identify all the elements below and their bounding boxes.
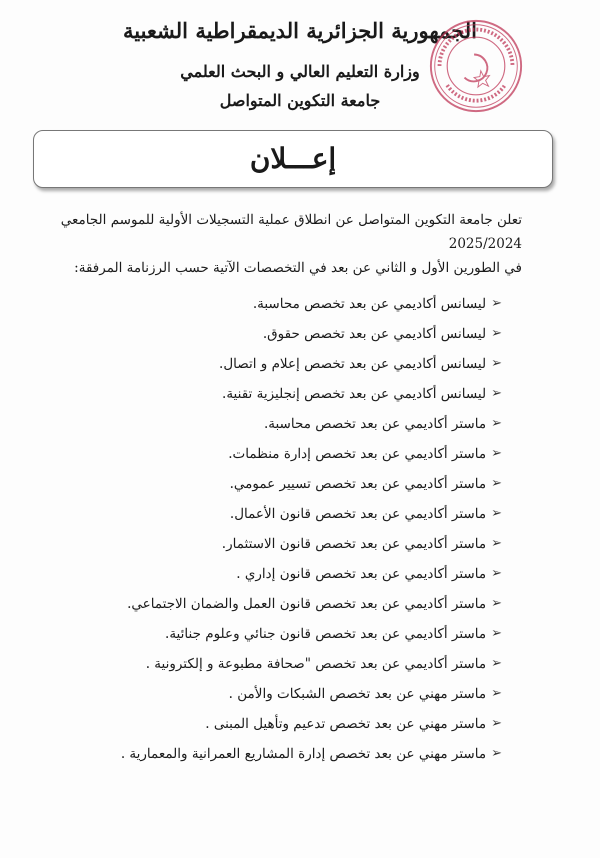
list-item [20, 324, 502, 354]
arrow-bullet-icon: ➢ [491, 716, 502, 731]
item-text: ليسانس أكاديمي عن بعد تخصص محاسبة. [252, 296, 487, 312]
ministry-heading: وزارة التعليم العالي و البحث العلمي [180, 62, 420, 81]
item-text: ماستر أكاديمي عن بعد تخصص تسيير عمومي. [229, 476, 487, 492]
arrow-bullet-icon: ➢ [491, 746, 502, 761]
arrow-bullet-icon: ➢ [491, 416, 502, 431]
item-text: ماستر أكاديمي عن بعد تخصص محاسبة. [263, 416, 487, 432]
arrow-bullet-icon: ➢ [491, 326, 502, 341]
item-text: ماستر أكاديمي عن بعد تخصص "صحافة مطبوعة و إلكترونية . [145, 656, 487, 672]
list-item [20, 714, 502, 744]
item-text: ماستر أكاديمي عن بعد تخصص قانون إداري . [236, 566, 487, 582]
arrow-bullet-icon: ➢ [491, 446, 502, 461]
arrow-bullet-icon: ➢ [491, 356, 502, 371]
item-text: ماستر أكاديمي عن بعد تخصص قانون العمل والضمان الاجتماعي. [127, 596, 487, 612]
list-item [20, 564, 502, 594]
arrow-bullet-icon: ➢ [491, 296, 502, 311]
list-item [20, 684, 502, 714]
list-item [20, 414, 502, 444]
list-item [20, 594, 502, 624]
arrow-bullet-icon: ➢ [491, 476, 502, 491]
list-item [20, 534, 502, 564]
list-item [20, 474, 502, 504]
intro-line-1: تعلن جامعة التكوين المتواصل عن انطلاق عملية التسجيلات الأولية للموسم الجامعي 2025/2024 [60, 212, 522, 252]
arrow-bullet-icon: ➢ [491, 626, 502, 641]
arrow-bullet-icon: ➢ [491, 596, 502, 611]
item-text: ماستر أكاديمي عن بعد تخصص قانون الأعمال. [229, 506, 487, 522]
list-item [20, 654, 502, 684]
university-heading: جامعة التكوين المتواصل [219, 91, 381, 110]
item-text: ماستر أكاديمي عن بعد تخصص قانون جنائي وعلوم جنائية. [165, 626, 487, 642]
item-text: ليسانس أكاديمي عن بعد تخصص إنجليزية تقنية. [222, 386, 487, 402]
list-item [20, 354, 502, 384]
item-text: ماستر أكاديمي عن بعد تخصص قانون الاستثمار. [221, 536, 487, 552]
list-item [20, 444, 502, 474]
title-box [33, 130, 553, 188]
arrow-bullet-icon: ➢ [491, 536, 502, 551]
arrow-bullet-icon: ➢ [491, 566, 502, 581]
arrow-bullet-icon: ➢ [491, 386, 502, 401]
specialty-list [20, 294, 502, 774]
country-heading: الجمهورية الجزائرية الديمقراطية الشعبية [122, 18, 477, 43]
item-text: ماستر مهني عن بعد تخصص الشبكات والأمن . [228, 686, 487, 702]
announcement-body [20, 208, 560, 774]
list-item [20, 504, 502, 534]
arrow-bullet-icon: ➢ [491, 506, 502, 521]
list-item [20, 624, 502, 654]
arrow-bullet-icon: ➢ [491, 686, 502, 701]
arrow-bullet-icon: ➢ [491, 656, 502, 671]
list-item [20, 744, 502, 774]
list-item [20, 294, 502, 324]
item-text: ليسانس أكاديمي عن بعد تخصص حقوق. [262, 326, 487, 342]
item-text: ماستر مهني عن بعد تخصص إدارة المشاريع العمرانية والمعمارية . [120, 746, 487, 762]
official-stamp-icon [428, 18, 524, 114]
item-text: ليسانس أكاديمي عن بعد تخصص إعلام و اتصال. [219, 356, 487, 372]
item-text: ماستر أكاديمي عن بعد تخصص إدارة منظمات. [228, 446, 487, 462]
announcement-title: إعـــلان [249, 142, 337, 175]
item-text: ماستر مهني عن بعد تخصص تدعيم وتأهيل المبنى . [205, 716, 487, 732]
intro-line-2: في الطورين الأول و الثاني عن بعد في التخصصات الآتية حسب الرزنامة المرفقة: [74, 260, 522, 276]
list-item [20, 384, 502, 414]
